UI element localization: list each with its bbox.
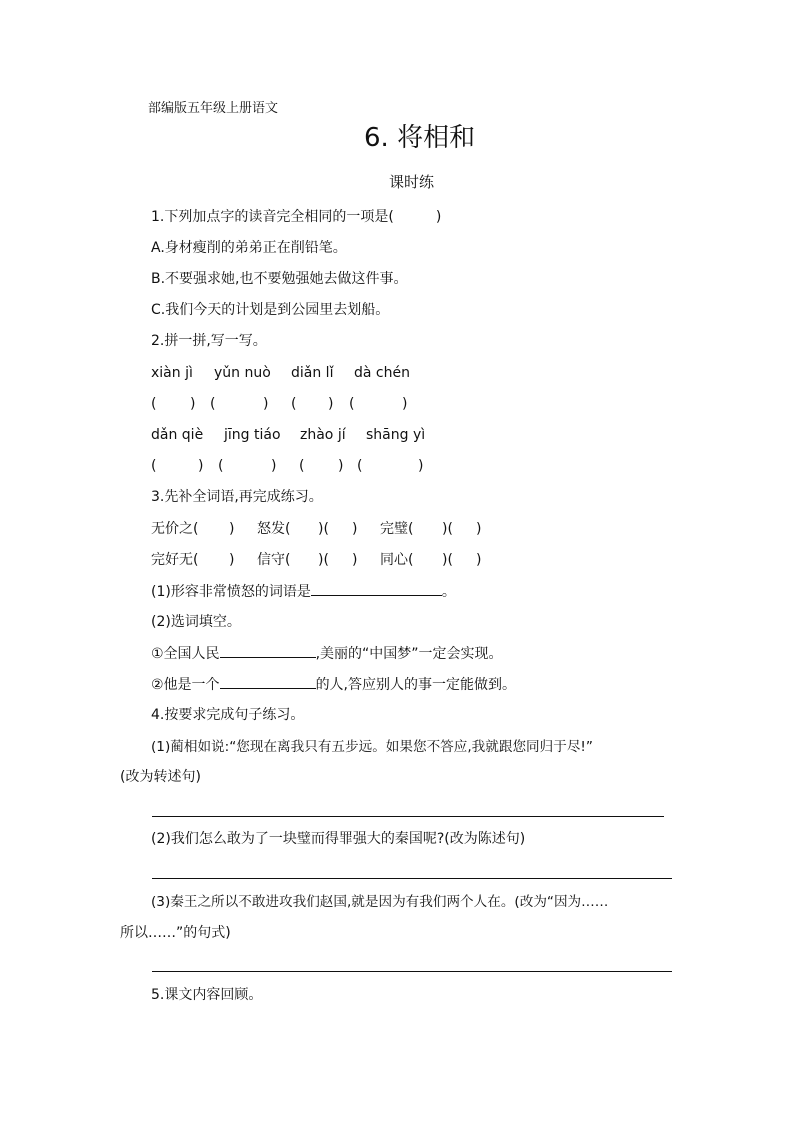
worksheet-subtitle: 课时练 [389, 173, 435, 191]
q3-word-1: 无价之( [151, 521, 199, 537]
q4-s2-answer-line[interactable] [152, 878, 672, 879]
q3-sub1-blank[interactable] [311, 581, 442, 596]
q3-word-3-close: ) [476, 521, 482, 537]
q3-word-3: 完璧( [380, 521, 414, 537]
q4-s2: (2)我们怎么敢为了一块璧而得罪强大的秦国呢?(改为陈述句) [151, 831, 526, 847]
q2-box-2-open: ( [210, 396, 216, 412]
q3-sub2-1 [151, 643, 503, 664]
q2-box-5-close: ) [198, 458, 204, 474]
q3-word-4: 完好无( [151, 552, 199, 568]
q3-sub1-text: (1)形容非常愤怒的词语是 [151, 584, 311, 600]
q2-box-8-close: ) [418, 458, 424, 474]
q4-s1-answer-line[interactable] [152, 816, 664, 817]
q3-sub2-1-tail: ,美丽的“中国梦”一定会实现。 [315, 646, 503, 662]
q1-option-b: B.不要强求她,也不要勉强她去做这件事。 [151, 271, 408, 287]
q1-option-c: C.我们今天的计划是到公园里去划船。 [151, 302, 390, 318]
q4-s3-answer-line[interactable] [152, 971, 672, 972]
q2-pinyin-3: diǎn lǐ [291, 365, 334, 381]
q3-sub2: (2)选词填空。 [151, 614, 241, 630]
q2-pinyin-4: dà chén [354, 365, 410, 381]
q2-pinyin-7: zhào jí [300, 427, 346, 443]
q2-box-3-close: ) [328, 396, 334, 412]
q3-sub2-2-tail: 的人,答应别人的事一定能做到。 [315, 677, 517, 693]
q2-box-5-open: ( [151, 458, 157, 474]
lesson-title: 6. 将相和 [364, 123, 476, 153]
q2-box-3-open: ( [291, 396, 297, 412]
q2-pinyin-5: dǎn qiè [151, 427, 204, 443]
q4-s3-line1: (3)秦王之所以不敢进攻我们赵国,就是因为有我们两个人在。(改为“因为…… [151, 894, 609, 910]
q2-box-4-open: ( [349, 396, 355, 412]
q2-box-7-close: ) [338, 458, 344, 474]
q2-pinyin-8: shāng yì [366, 427, 426, 443]
q3-sub2-2 [151, 674, 516, 695]
q2-box-7-open: ( [299, 458, 305, 474]
q4-s1-line2: (改为转述句) [120, 769, 201, 785]
q3-word-5-mid: )( [318, 552, 329, 568]
q2-box-8-open: ( [357, 458, 363, 474]
q3-word-3-mid: )( [442, 521, 453, 537]
q3-word-4-close: ) [229, 552, 235, 568]
q5-stem: 5.课文内容回顾。 [151, 987, 263, 1003]
q3-sub2-1-lead: ①全国人民 [151, 646, 220, 662]
q2-pinyin-1: xiàn jì [151, 365, 193, 381]
q2-pinyin-6: jīng tiáo [224, 427, 281, 443]
q3-word-5: 信守( [257, 552, 291, 568]
q3-stem: 3.先补全词语,再完成练习。 [151, 489, 323, 505]
q3-sub1-end: 。 [441, 584, 456, 600]
q3-sub2-2-blank[interactable] [220, 674, 316, 689]
q2-box-6-close: ) [271, 458, 277, 474]
q3-word-2-close: ) [352, 521, 358, 537]
q3-word-5-close: ) [352, 552, 358, 568]
q2-box-2-close: ) [263, 396, 269, 412]
q4-s1-line1: (1)蔺相如说:“您现在离我只有五步远。如果您不答应,我就跟您同归于尽!” [151, 739, 593, 755]
q2-box-6-open: ( [218, 458, 224, 474]
q1-stem: 1.下列加点字的读音完全相同的一项是( ) [151, 209, 442, 225]
q3-word-6-mid: )( [442, 552, 453, 568]
q4-stem: 4.按要求完成句子练习。 [151, 707, 305, 723]
q3-word-1-close: ) [229, 521, 235, 537]
q3-sub1 [151, 581, 456, 602]
q4-s3-line2: 所以……”的句式) [120, 925, 231, 941]
q3-word-2-mid: )( [318, 521, 329, 537]
q3-sub2-2-lead: ②他是一个 [151, 677, 220, 693]
q2-pinyin-2: yǔn nuò [214, 365, 271, 381]
q2-box-1-open: ( [151, 396, 157, 412]
q3-sub2-1-blank[interactable] [220, 643, 316, 658]
q3-word-2: 怒发( [257, 521, 291, 537]
q2-stem: 2.拼一拼,写一写。 [151, 333, 267, 349]
q3-word-6-close: ) [476, 552, 482, 568]
q2-box-1-close: ) [190, 396, 196, 412]
q1-option-a: A.身材瘦削的弟弟正在削铅笔。 [151, 240, 347, 256]
course-label: 部编版五年级上册语文 [148, 101, 279, 116]
q3-word-6: 同心( [380, 552, 414, 568]
q2-box-4-close: ) [402, 396, 408, 412]
